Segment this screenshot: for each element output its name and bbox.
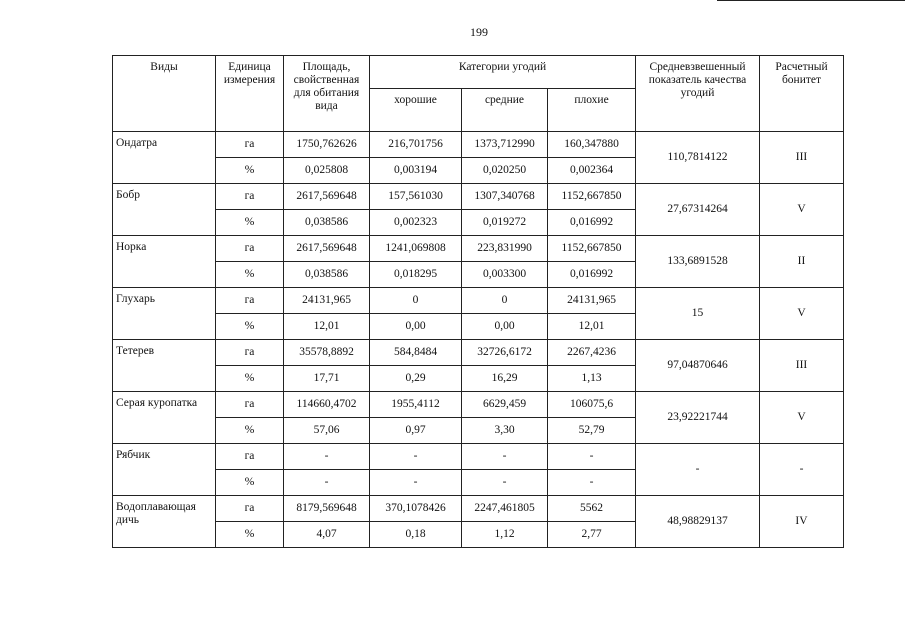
value-cell: 5562	[548, 496, 636, 522]
bonitet-cell: V	[760, 184, 844, 236]
value-cell: 3,30	[462, 418, 548, 444]
unit-cell: га	[216, 496, 284, 522]
header-quality: Средневзвешенный показатель качества угодий	[636, 56, 760, 132]
unit-cell: га	[216, 184, 284, 210]
quality-cell: 27,67314264	[636, 184, 760, 236]
quality-cell: 48,98829137	[636, 496, 760, 548]
value-cell: 16,29	[462, 366, 548, 392]
page-number: 199	[470, 25, 488, 39]
value-cell: 1750,762626	[284, 132, 370, 158]
unit-cell: %	[216, 158, 284, 184]
data-table	[112, 55, 844, 548]
table-body	[113, 132, 844, 548]
value-cell: 12,01	[284, 314, 370, 340]
value-cell: 0,038586	[284, 210, 370, 236]
unit-cell: %	[216, 366, 284, 392]
value-cell: -	[462, 444, 548, 470]
unit-cell: %	[216, 210, 284, 236]
table-row	[113, 288, 844, 314]
table-row	[113, 184, 844, 210]
value-cell: 114660,4702	[284, 392, 370, 418]
unit-cell: га	[216, 340, 284, 366]
value-cell: 1,13	[548, 366, 636, 392]
value-cell: 1152,667850	[548, 236, 636, 262]
quality-cell: -	[636, 444, 760, 496]
header-row	[113, 56, 844, 89]
value-cell: 223,831990	[462, 236, 548, 262]
value-cell: 1307,340768	[462, 184, 548, 210]
value-cell: -	[284, 470, 370, 496]
value-cell: 2,77	[548, 522, 636, 548]
value-cell: 1152,667850	[548, 184, 636, 210]
value-cell: -	[548, 444, 636, 470]
value-cell: 35578,8892	[284, 340, 370, 366]
table-row	[113, 236, 844, 262]
value-cell: 0,003300	[462, 262, 548, 288]
table-row	[113, 444, 844, 470]
value-cell: 2247,461805	[462, 496, 548, 522]
value-cell: 32726,6172	[462, 340, 548, 366]
species-name: Бобр	[113, 184, 216, 236]
table-row	[113, 392, 844, 418]
unit-cell: %	[216, 522, 284, 548]
value-cell: 1955,4112	[370, 392, 462, 418]
header-medium: средние	[462, 89, 548, 132]
species-name: Глухарь	[113, 288, 216, 340]
table-row	[113, 496, 844, 522]
value-cell: 24131,965	[548, 288, 636, 314]
value-cell: 584,8484	[370, 340, 462, 366]
value-cell: 24131,965	[284, 288, 370, 314]
value-cell: -	[548, 470, 636, 496]
value-cell: 216,701756	[370, 132, 462, 158]
unit-cell: га	[216, 288, 284, 314]
bonitet-cell: III	[760, 340, 844, 392]
value-cell: 2617,569648	[284, 236, 370, 262]
header-poor: плохие	[548, 89, 636, 132]
value-cell: 12,01	[548, 314, 636, 340]
value-cell: 0,00	[462, 314, 548, 340]
value-cell: 0,016992	[548, 210, 636, 236]
quality-cell: 15	[636, 288, 760, 340]
top-rule	[717, 0, 905, 1]
bonitet-cell: -	[760, 444, 844, 496]
unit-cell: га	[216, 392, 284, 418]
quality-cell: 97,04870646	[636, 340, 760, 392]
header-categories: Категории угодий	[370, 56, 636, 89]
quality-cell: 110,7814122	[636, 132, 760, 184]
unit-cell: %	[216, 470, 284, 496]
species-name: Водоплавающая дичь	[113, 496, 216, 548]
unit-cell: га	[216, 236, 284, 262]
value-cell: 2267,4236	[548, 340, 636, 366]
quality-cell: 133,6891528	[636, 236, 760, 288]
species-name: Ондатра	[113, 132, 216, 184]
species-name: Рябчик	[113, 444, 216, 496]
value-cell: 1373,712990	[462, 132, 548, 158]
unit-cell: га	[216, 132, 284, 158]
value-cell: -	[370, 444, 462, 470]
value-cell: 160,347880	[548, 132, 636, 158]
bonitet-cell: V	[760, 392, 844, 444]
value-cell: 57,06	[284, 418, 370, 444]
value-cell: 0	[462, 288, 548, 314]
value-cell: 0,002364	[548, 158, 636, 184]
value-cell: 1241,069808	[370, 236, 462, 262]
species-name: Тетерев	[113, 340, 216, 392]
value-cell: 0	[370, 288, 462, 314]
value-cell: 0,29	[370, 366, 462, 392]
value-cell: 2617,569648	[284, 184, 370, 210]
species-name: Норка	[113, 236, 216, 288]
value-cell: 0,97	[370, 418, 462, 444]
header-species: Виды	[113, 56, 216, 132]
value-cell: 52,79	[548, 418, 636, 444]
unit-cell: га	[216, 444, 284, 470]
value-cell: 8179,569648	[284, 496, 370, 522]
bonitet-cell: IV	[760, 496, 844, 548]
quality-cell: 23,92221744	[636, 392, 760, 444]
value-cell: 0,038586	[284, 262, 370, 288]
value-cell: 0,016992	[548, 262, 636, 288]
value-cell: 0,002323	[370, 210, 462, 236]
value-cell: 0,003194	[370, 158, 462, 184]
unit-cell: %	[216, 262, 284, 288]
value-cell: 17,71	[284, 366, 370, 392]
table-row	[113, 340, 844, 366]
value-cell: 1,12	[462, 522, 548, 548]
bonitet-cell: II	[760, 236, 844, 288]
value-cell: 0,018295	[370, 262, 462, 288]
value-cell: 370,1078426	[370, 496, 462, 522]
unit-cell: %	[216, 418, 284, 444]
value-cell: 0,025808	[284, 158, 370, 184]
species-name: Серая куропатка	[113, 392, 216, 444]
header-unit: Единица измерения	[216, 56, 284, 132]
value-cell: 0,18	[370, 522, 462, 548]
value-cell: 0,019272	[462, 210, 548, 236]
bonitet-cell: V	[760, 288, 844, 340]
value-cell: -	[284, 444, 370, 470]
bonitet-cell: III	[760, 132, 844, 184]
header-area: Площадь, свойственная для обитания вида	[284, 56, 370, 132]
unit-cell: %	[216, 314, 284, 340]
table-row	[113, 132, 844, 158]
value-cell: 0,00	[370, 314, 462, 340]
value-cell: 0,020250	[462, 158, 548, 184]
header-good: хорошие	[370, 89, 462, 132]
value-cell: 106075,6	[548, 392, 636, 418]
value-cell: -	[462, 470, 548, 496]
value-cell: -	[370, 470, 462, 496]
value-cell: 4,07	[284, 522, 370, 548]
header-bonitet: Расчетный бонитет	[760, 56, 844, 132]
value-cell: 6629,459	[462, 392, 548, 418]
value-cell: 157,561030	[370, 184, 462, 210]
